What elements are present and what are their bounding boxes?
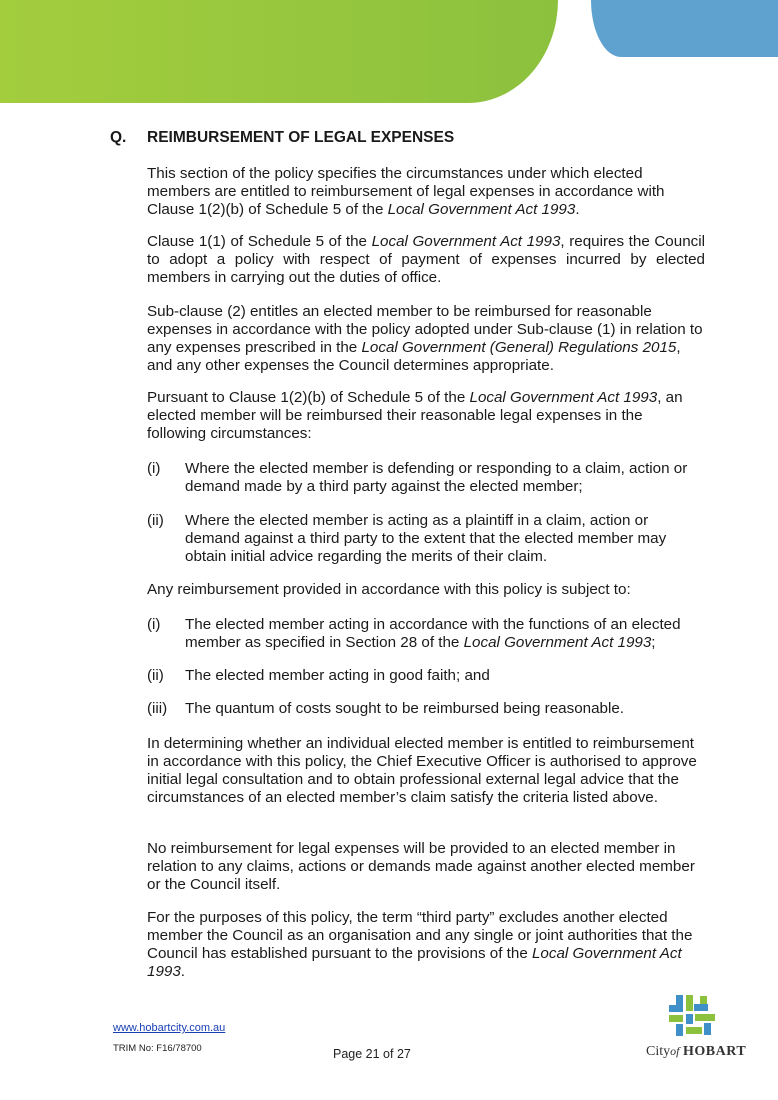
list-number: (iii) xyxy=(147,700,168,717)
text: Clause 1(1) of Schedule 5 of the xyxy=(147,233,372,250)
section-number: Q. xyxy=(110,129,127,146)
regulations-title: Local Government (General) Regulations 2015 xyxy=(361,339,677,356)
text: , an elected member will be reimbursed their reasonable legal expenses in the following circumstances: xyxy=(147,389,683,442)
text: , and any other expenses the Council determines appropriate. xyxy=(147,339,681,374)
list-text: Where the elected member is acting as a plaintiff in a claim, action or demand against a third party to the extent that the elected member may obtain initial advice regarding the merits of their claim. xyxy=(185,512,667,565)
text: This section of the policy specifies the circumstances under which elected members are entitled to reimbursement of legal expenses in accordance with Clause 1(2)(b) of Schedule 5 of the xyxy=(147,165,665,218)
trim-number: TRIM No: F16/78700 xyxy=(113,1043,202,1054)
act-title: Local Government Act 1993 xyxy=(387,201,576,218)
text: Sub-clause (2) entitles an elected member to be reimbursed for reasonable expenses in accordance with the policy adopted under Sub-clause (1) in relation to any expenses prescribed in the xyxy=(147,303,703,356)
text: ; xyxy=(651,634,656,651)
wordmark-of: of xyxy=(670,1044,680,1058)
text: For the purposes of this policy, the term “third party” excludes another elected member the Council as an organisation and any single or joint authorities that the Council has established pursuant to the provisions of the xyxy=(147,909,693,962)
act-title: Local Government Act 1993 xyxy=(469,389,658,406)
wordmark-hobart: HOBART xyxy=(682,1044,747,1059)
act-title: Local Government Act 1993 xyxy=(463,634,652,651)
text: No reimbursement for legal expenses will be provided to an elected member in relation to any claims, actions or demands made against another elected member or the Council itself. xyxy=(147,840,695,893)
act-title: Local Government Act 1993 xyxy=(147,945,682,980)
text: Any reimbursement provided in accordance with this policy is subject to: xyxy=(147,581,631,598)
paragraph-sub-clause-2 xyxy=(147,303,705,375)
city-of-hobart-logo-icon xyxy=(664,993,724,1041)
page-number: Page 21 of 27 xyxy=(333,1047,411,1061)
text: . xyxy=(180,963,186,980)
paragraph-subject-to xyxy=(147,581,705,599)
list-number: (i) xyxy=(147,460,161,477)
paragraph-no-reimbursement xyxy=(147,840,705,894)
website-link[interactable]: www.hobartcity.com.au xyxy=(113,1022,226,1034)
section-heading xyxy=(110,129,710,147)
list-number: (i) xyxy=(147,616,161,633)
list-number: (ii) xyxy=(147,667,164,684)
list-text: Where the elected member is defending or responding to a claim, action or demand made by a third party against the elected member; xyxy=(185,460,688,495)
paragraph-third-party xyxy=(147,909,705,981)
list-number: (ii) xyxy=(147,512,164,529)
paragraph-pursuant xyxy=(147,389,705,443)
text: Pursuant to Clause 1(2)(b) of Schedule 5 of the xyxy=(147,389,470,406)
section-title: REIMBURSEMENT OF LEGAL EXPENSES xyxy=(147,129,455,146)
list-text: The quantum of costs sought to be reimbursed being reasonable. xyxy=(185,700,625,717)
city-of-hobart-wordmark xyxy=(646,1044,746,1060)
paragraph-purpose xyxy=(147,165,705,219)
paragraph-clause-1-1 xyxy=(147,233,705,287)
list-text xyxy=(185,616,707,652)
wordmark-city: City xyxy=(646,1044,671,1059)
act-title: Local Government Act 1993 xyxy=(371,233,561,250)
list-text: The elected member acting in good faith; and xyxy=(185,667,490,684)
text: In determining whether an individual elected member is entitled to reimbursement in accordance with this policy, the Chief Executive Officer is authorised to approve initial legal consultation and to obtain professional external legal advice that the circumstances of an elected member’s claim satisfy the criteria listed above. xyxy=(147,735,697,806)
text: The elected member acting in accordance with the functions of an elected member as specified in Section 28 of the xyxy=(185,616,681,651)
text: , requires the Council to adopt a policy with respect of payment of expenses incurred by elected members in carrying out the duties of office. xyxy=(147,233,705,286)
paragraph-determining xyxy=(147,735,705,807)
text: . xyxy=(575,201,580,218)
